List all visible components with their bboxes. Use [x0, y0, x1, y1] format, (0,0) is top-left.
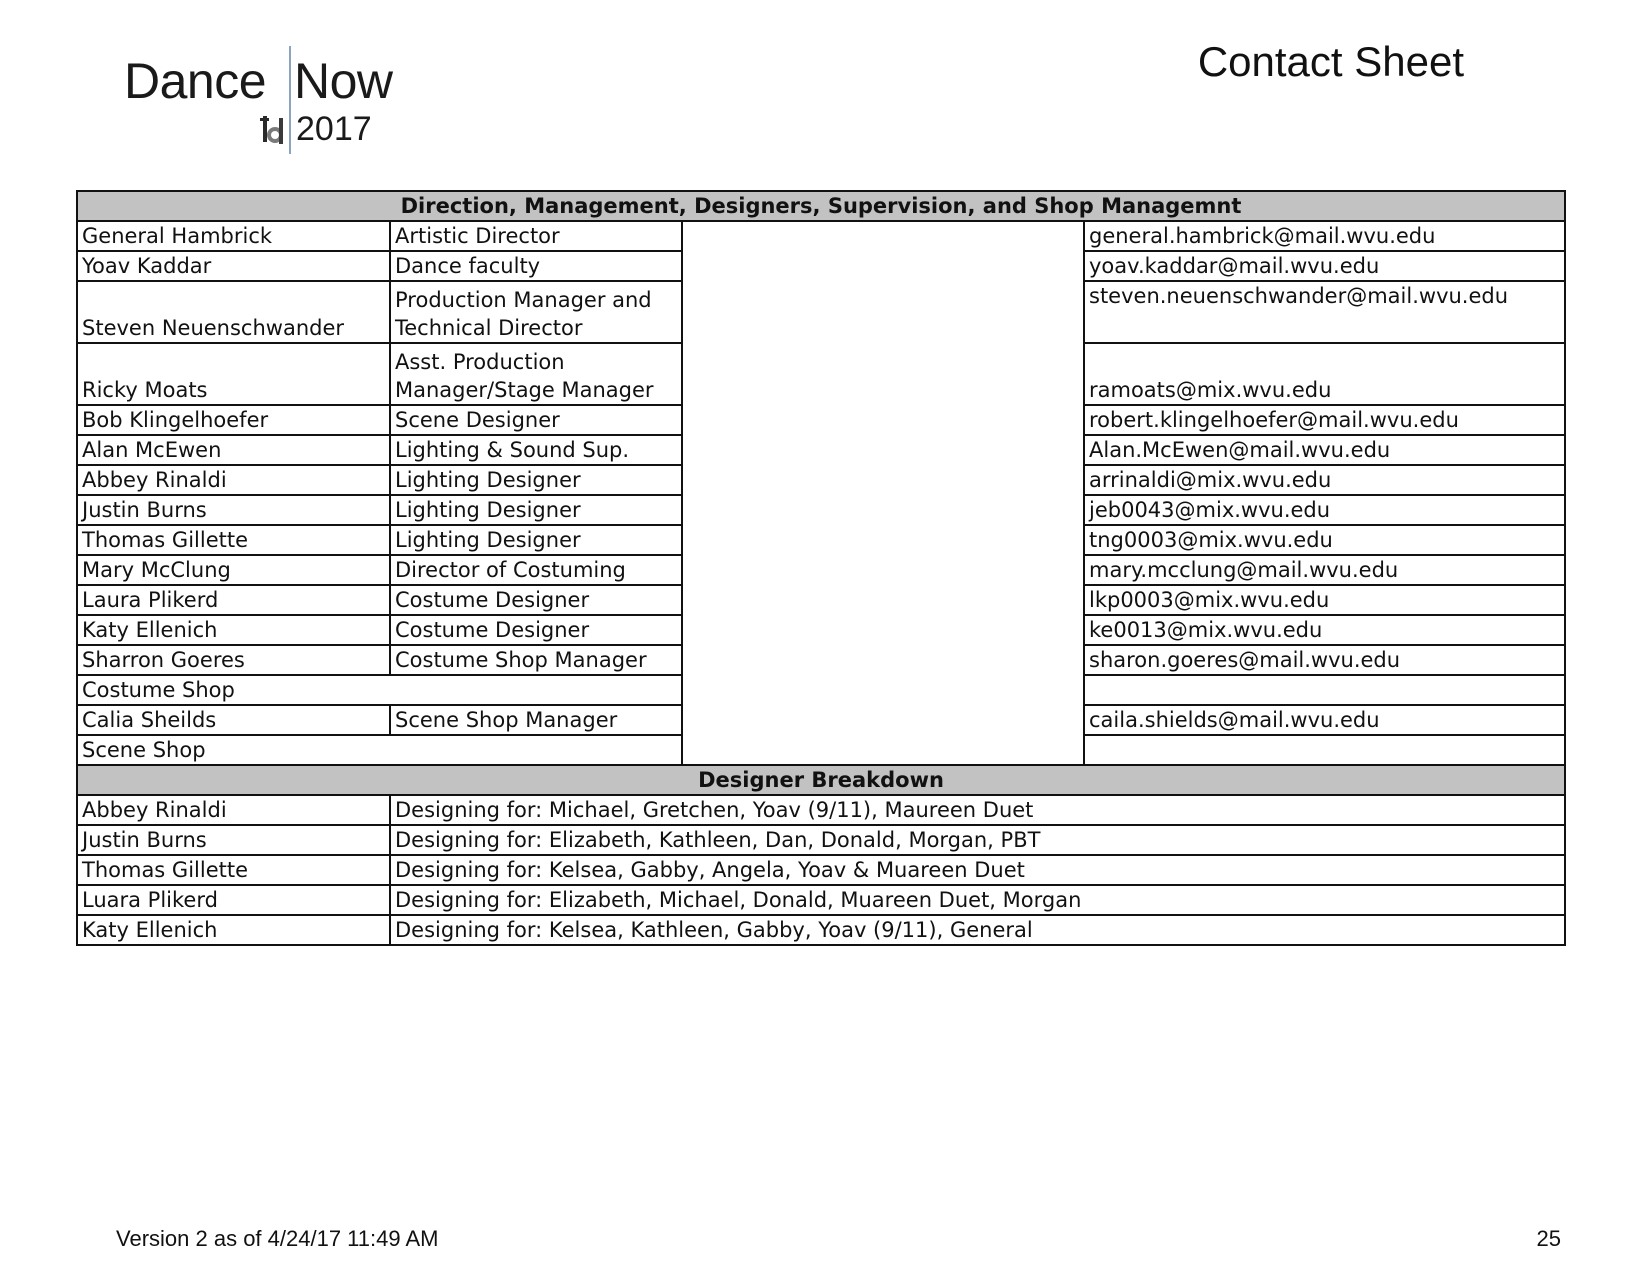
logo-year: 2017 — [296, 110, 372, 148]
breakdown-assignment: Designing for: Michael, Gretchen, Yoav (9/11), Maureen Duet — [390, 795, 1565, 825]
contact-name: Katy Ellenich — [77, 615, 390, 645]
contact-email: general.hambrick@mail.wvu.edu — [1084, 221, 1565, 251]
contact-role: Costume Designer — [390, 585, 682, 615]
breakdown-row — [77, 885, 1565, 915]
breakdown-row — [77, 795, 1565, 825]
contact-row — [77, 221, 1565, 251]
contact-email: ke0013@mix.wvu.edu — [1084, 615, 1565, 645]
contact-name: Calia Sheilds — [77, 705, 390, 735]
contact-role: Scene Shop Manager — [390, 705, 682, 735]
contact-email: steven.neuenschwander@mail.wvu.edu — [1084, 281, 1565, 343]
contact-name: Thomas Gillette — [77, 525, 390, 555]
contact-email — [1084, 675, 1565, 705]
page-number: 25 — [1536, 1226, 1561, 1251]
logo-word-now: Now — [294, 53, 393, 109]
contact-name: Abbey Rinaldi — [77, 465, 390, 495]
contact-email: robert.klingelhoefer@mail.wvu.edu — [1084, 405, 1565, 435]
breakdown-name: Luara Plikerd — [77, 885, 390, 915]
contact-role: Dance faculty — [390, 251, 682, 281]
contact-role: Lighting & Sound Sup. — [390, 435, 682, 465]
contact-email: tng0003@mix.wvu.edu — [1084, 525, 1565, 555]
contact-role: Production Manager and Technical Director — [390, 281, 682, 343]
breakdown-section-header — [77, 765, 1565, 795]
breakdown-name: Justin Burns — [77, 825, 390, 855]
breakdown-row — [77, 855, 1565, 885]
contact-name: Sharron Goeres — [77, 645, 390, 675]
contact-email: jeb0043@mix.wvu.edu — [1084, 495, 1565, 525]
contact-email: Alan.McEwen@mail.wvu.edu — [1084, 435, 1565, 465]
contact-role: Lighting Designer — [390, 465, 682, 495]
contact-name: Alan McEwen — [77, 435, 390, 465]
breakdown-assignment: Designing for: Kelsea, Kathleen, Gabby, Yoav (9/11), General — [390, 915, 1565, 945]
contact-name: Laura Plikerd — [77, 585, 390, 615]
contact-role: Costume Shop Manager — [390, 645, 682, 675]
contact-role: Scene Designer — [390, 405, 682, 435]
contact-table — [76, 190, 1566, 946]
contact-role: Costume Designer — [390, 615, 682, 645]
breakdown-assignment: Designing for: Elizabeth, Michael, Donald, Muareen Duet, Morgan — [390, 885, 1565, 915]
contact-email: lkp0003@mix.wvu.edu — [1084, 585, 1565, 615]
version-footer: Version 2 as of 4/24/17 11:49 AM — [116, 1226, 439, 1251]
page-title: Contact Sheet — [1197, 38, 1464, 85]
logo-word-dance: Dance — [124, 53, 267, 109]
contact-name: Justin Burns — [77, 495, 390, 525]
contact-role: Artistic Director — [390, 221, 682, 251]
blank-column — [682, 221, 1084, 765]
contact-role: Lighting Designer — [390, 495, 682, 525]
breakdown-section-title: Designer Breakdown — [77, 765, 1565, 795]
breakdown-row — [77, 915, 1565, 945]
contact-name: Yoav Kaddar — [77, 251, 390, 281]
contact-email: ramoats@mix.wvu.edu — [1084, 343, 1565, 405]
contact-name: Ricky Moats — [77, 343, 390, 405]
contact-email — [1084, 735, 1565, 765]
contact-role: Lighting Designer — [390, 525, 682, 555]
contacts-section-title: Direction, Management, Designers, Supervision, and Shop Managemnt — [77, 191, 1565, 221]
contact-name: Costume Shop — [77, 675, 682, 705]
contact-email: sharon.goeres@mail.wvu.edu — [1084, 645, 1565, 675]
contact-email: arrinaldi@mix.wvu.edu — [1084, 465, 1565, 495]
contact-email: caila.shields@mail.wvu.edu — [1084, 705, 1565, 735]
contact-name: General Hambrick — [77, 221, 390, 251]
breakdown-row — [77, 825, 1565, 855]
contact-email: yoav.kaddar@mail.wvu.edu — [1084, 251, 1565, 281]
contacts-section-header — [77, 191, 1565, 221]
dance-now-logo — [124, 44, 424, 156]
contact-name: Bob Klingelhoefer — [77, 405, 390, 435]
breakdown-assignment: Designing for: Elizabeth, Kathleen, Dan, Donald, Morgan, PBT — [390, 825, 1565, 855]
contact-name: Steven Neuenschwander — [77, 281, 390, 343]
dance-figure-icon — [260, 114, 286, 146]
contact-role: Asst. Production Manager/Stage Manager — [390, 343, 682, 405]
breakdown-name: Katy Ellenich — [77, 915, 390, 945]
logo-divider — [289, 46, 291, 154]
contact-role: Director of Costuming — [390, 555, 682, 585]
contact-name: Scene Shop — [77, 735, 682, 765]
breakdown-name: Thomas Gillette — [77, 855, 390, 885]
breakdown-name: Abbey Rinaldi — [77, 795, 390, 825]
contact-email: mary.mcclung@mail.wvu.edu — [1084, 555, 1565, 585]
breakdown-assignment: Designing for: Kelsea, Gabby, Angela, Yoav & Muareen Duet — [390, 855, 1565, 885]
contact-name: Mary McClung — [77, 555, 390, 585]
